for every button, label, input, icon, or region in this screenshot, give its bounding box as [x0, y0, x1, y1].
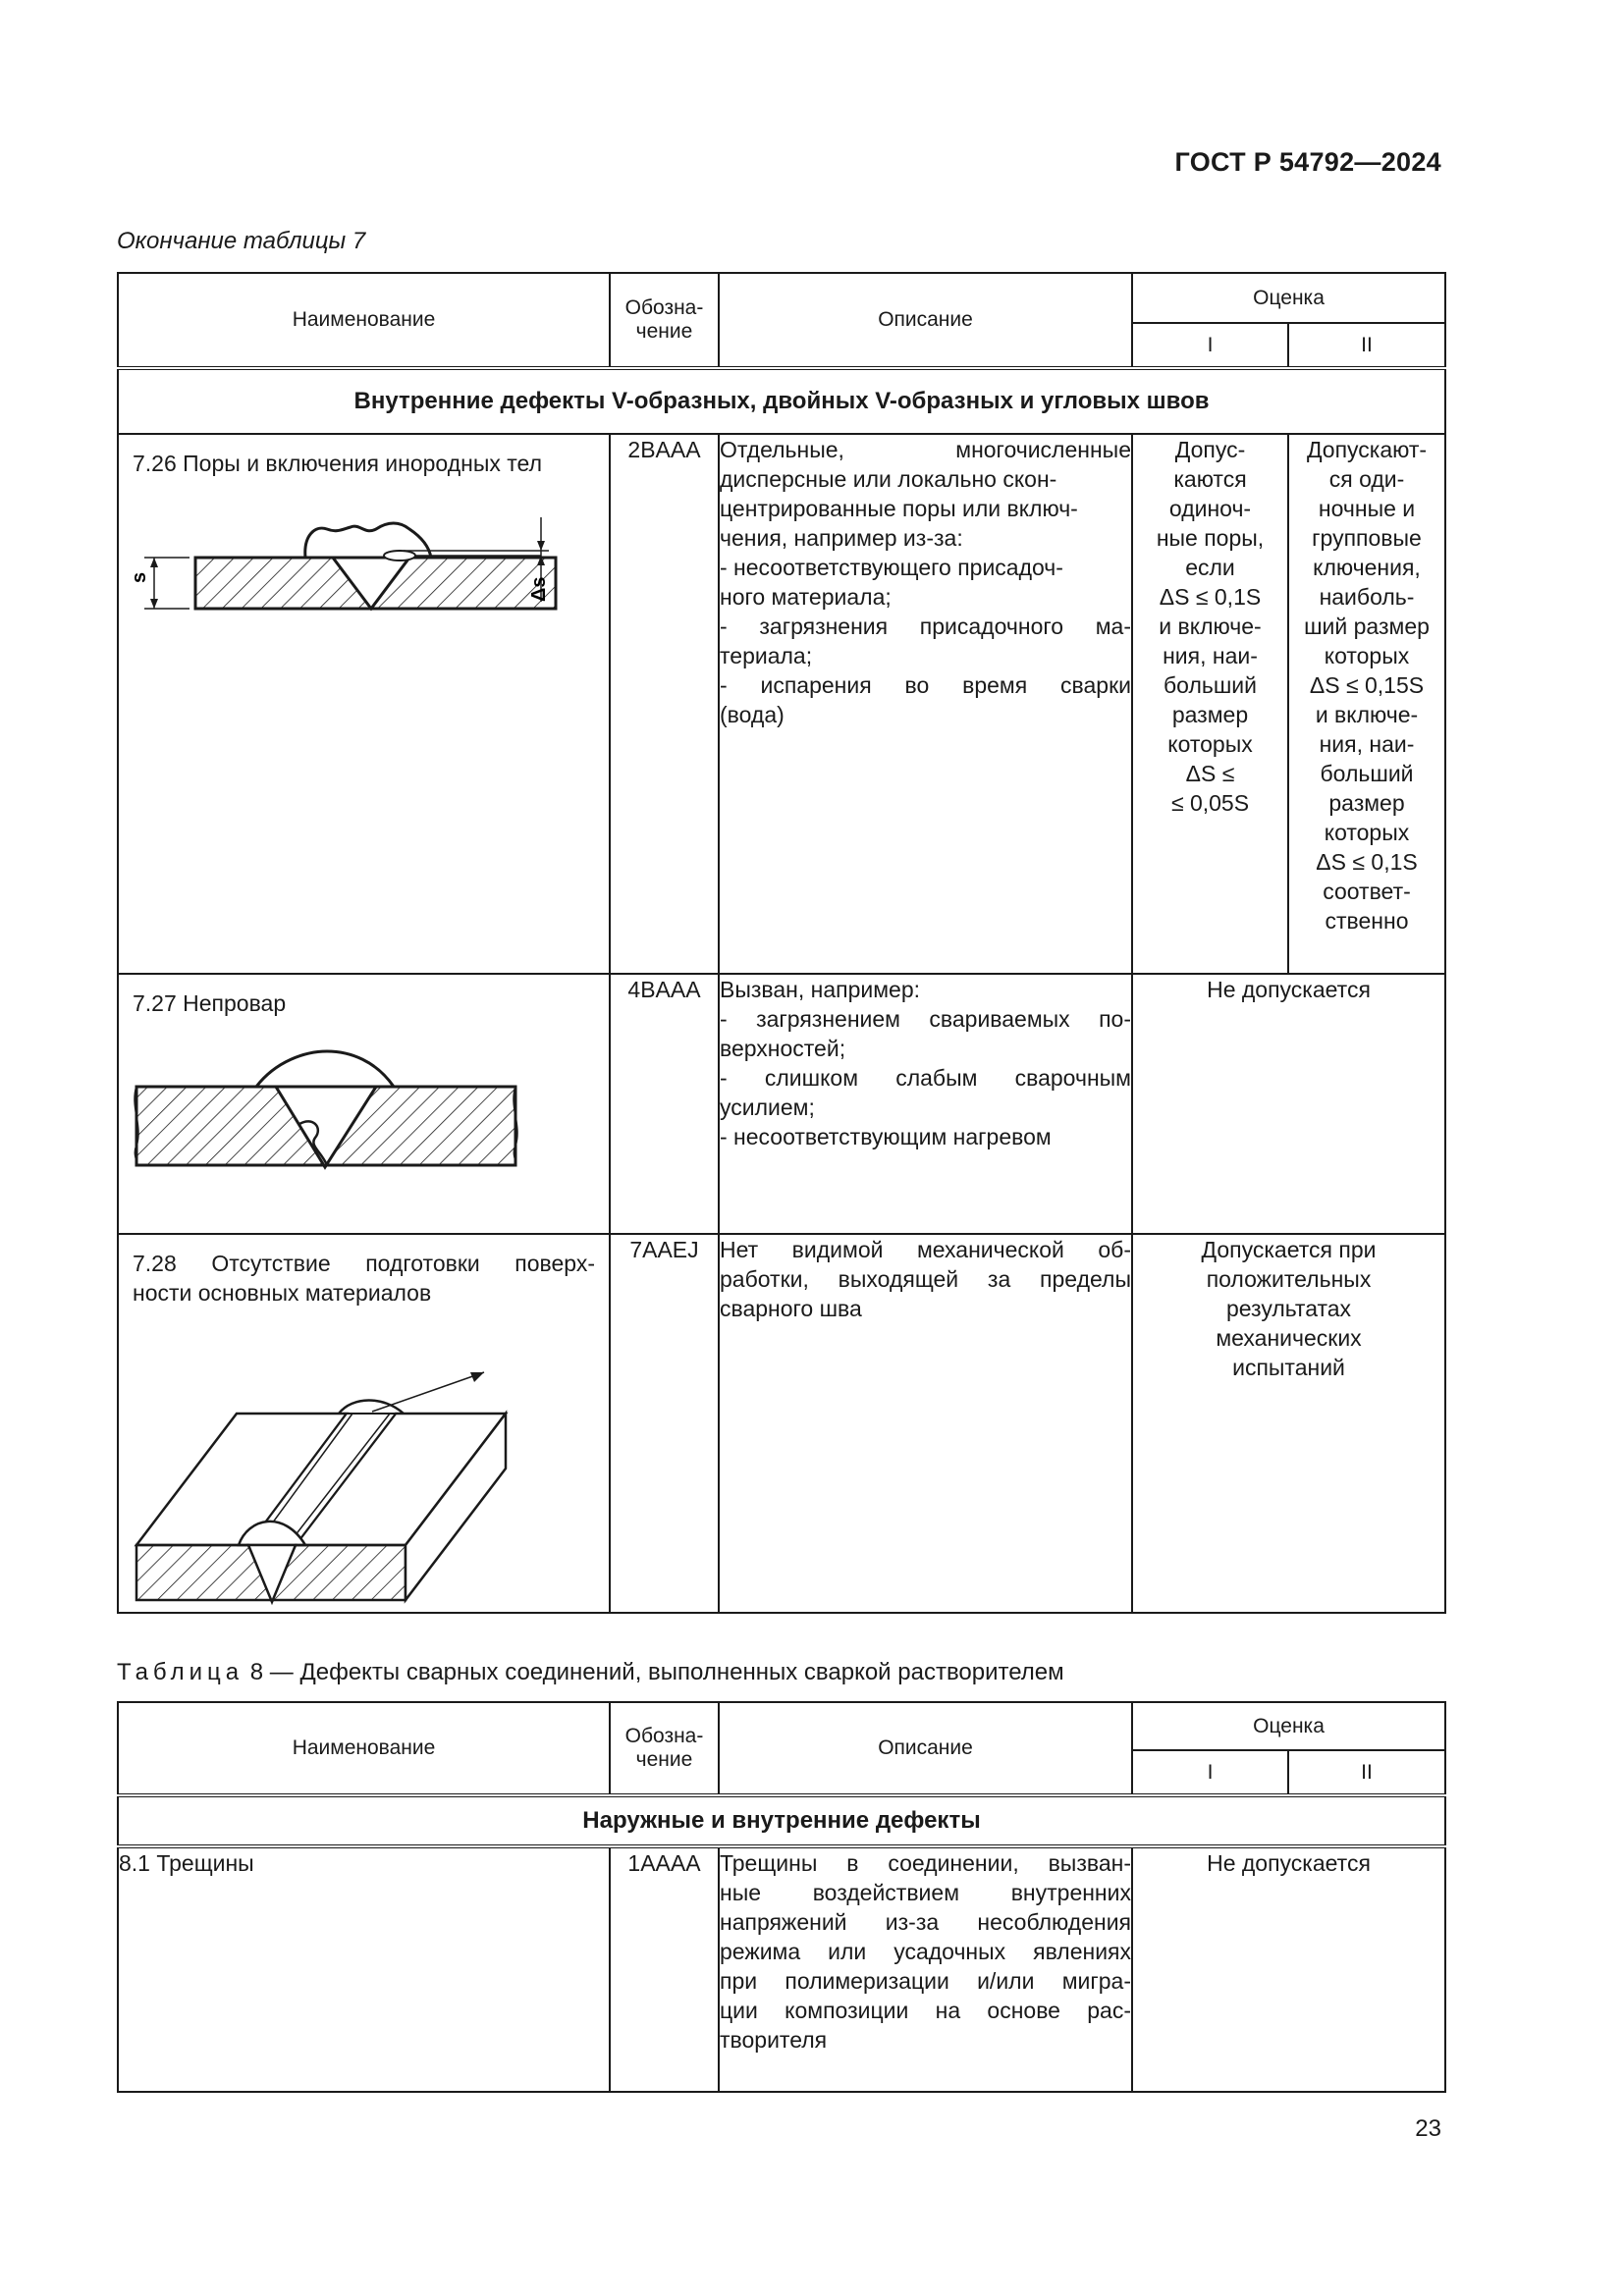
defect-code: 4BAAA — [610, 974, 719, 1234]
defect-description: Отдельные, многочисленные дисперсные или локально скон- центрированные поры или включ- чения, например из-за: - несоответствующего присадоч- ного материала; - загрязнения присадочного ма- териала; - испарения во время сварки (вода) — [719, 434, 1132, 974]
col-header-name: Наименование — [118, 1702, 610, 1795]
defect-7-26-name — [118, 434, 610, 974]
defect-description: Трещины в соединении, вызван- ные воздействием внутренних напряжений из-за несоблюдения режима или усадочных явлениях при полимеризации и/или мигра- ции композиции на основе рас- творителя — [719, 1846, 1132, 2092]
defect-name-line-2: ности основных материалов — [133, 1280, 432, 1306]
defect-code: 7AAEJ — [610, 1234, 719, 1613]
section-heading: Внутренние дефекты V-образных, двойных V-образных и угловых швов — [118, 368, 1445, 434]
grade-conditional: Допускается при положительных результатах механических испытаний — [1132, 1234, 1445, 1613]
unprepared-surface-diagram — [119, 1308, 607, 1612]
table8-caption — [117, 1659, 1064, 1686]
ds-dimension-label: Δs — [528, 576, 550, 602]
defect-name-line-1: 7.28 Отсутствие подготовки поверх- — [133, 1251, 595, 1276]
defect-description: Нет видимой механической об- работки, выходящей за пределы сварного шва — [719, 1234, 1132, 1613]
defect-code: 2BAAA — [610, 434, 719, 974]
section-heading: Наружные и внутренние дефекты — [118, 1795, 1445, 1846]
table7-caption: Окончание таблицы 7 — [117, 228, 366, 254]
defect-7-28-name — [118, 1234, 610, 1613]
grade-1-criteria: Допус- каются одиноч- ные поры, если ΔS ≤ 0,1S и включе- ния, наи- больший размер которых ΔS ≤ ≤ 0,05S — [1132, 434, 1288, 974]
page-number: 23 — [1415, 2115, 1441, 2142]
table-7 — [117, 272, 1446, 1614]
table-8 — [117, 1701, 1446, 2093]
s-dimension-label: s — [129, 571, 150, 583]
defect-7-27-name — [118, 974, 610, 1234]
col-header-grade: Оценка — [1132, 1702, 1445, 1750]
defect-name: 7.26 Поры и включения инородных тел — [133, 451, 542, 476]
lack-of-fusion-diagram — [119, 1018, 607, 1214]
defect-description: Вызван, например: - загрязнением свариваемых по- верхностей; - слишком слабым сварочным усилием; - несоответствующим нагревом — [719, 974, 1132, 1234]
col-header-grade: Оценка — [1132, 273, 1445, 323]
pore-inclusion-diagram — [119, 478, 607, 665]
col-header-grade-1: I — [1132, 1750, 1288, 1795]
grade-not-allowed: Не допускается — [1132, 974, 1445, 1234]
col-header-grade-1: I — [1132, 323, 1288, 368]
col-header-code: Обозна- чение — [610, 1702, 719, 1795]
col-header-description: Описание — [719, 1702, 1132, 1795]
grade-not-allowed: Не допускается — [1132, 1846, 1445, 2092]
grade-2-criteria: Допускают- ся оди- ночные и групповые ключения, наиболь- ший размер которых ΔS ≤ 0,15S и включе- ния, наи- больший размер которых ΔS ≤ 0,1S соответ- ственно — [1288, 434, 1445, 974]
table8-caption-prefix: Таблица — [117, 1659, 244, 1685]
defect-8-1-name: 8.1 Трещины — [118, 1846, 610, 2092]
col-header-name: Наименование — [118, 273, 610, 368]
col-header-description: Описание — [719, 273, 1132, 368]
table8-caption-title: 8 — Дефекты сварных соединений, выполненных сваркой растворителем — [249, 1659, 1064, 1685]
col-header-grade-2: II — [1288, 323, 1445, 368]
standard-number: ГОСТ Р 54792—2024 — [1174, 147, 1441, 177]
defect-name: 7.27 Непровар — [133, 990, 287, 1016]
col-header-grade-2: II — [1288, 1750, 1445, 1795]
defect-code: 1AAAA — [610, 1846, 719, 2092]
col-header-code: Обозна- чение — [610, 273, 719, 368]
